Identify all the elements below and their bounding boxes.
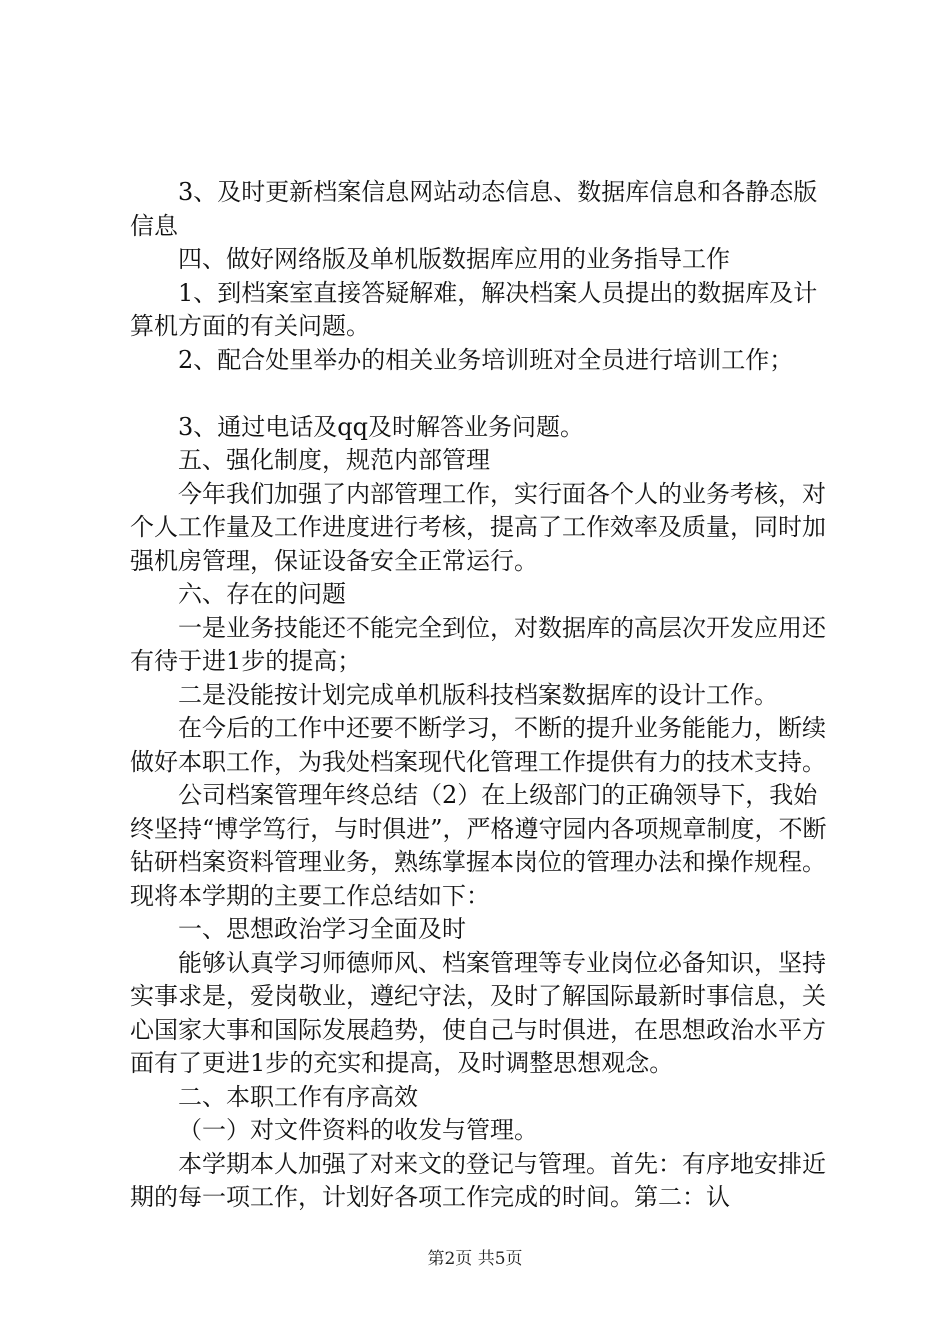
paragraph: 1、到档案室直接答疑解难，解决档案人员提出的数据库及计算机方面的有关问题。: [130, 278, 818, 340]
paragraph: 能够认真学习师德师风、档案管理等专业岗位必备知识，坚持实事求是，爱岗敬业，遵纪守法，及时了解国际最新时事信息，关心国家大事和国际发展趋势，使自己与时俱进，在思想政治水平方面有了更进1步的充实和提高，及时调整思想观念。: [130, 948, 826, 1077]
paragraph: 本学期本人加强了对来文的登记与管理。首先：有序地安排近期的每一项工作，计划好各项工作完成的时间。第二：认: [130, 1149, 826, 1211]
section-heading: 一、思想政治学习全面及时: [178, 915, 466, 943]
paragraph: 3、通过电话及qq及时解答业务问题。: [178, 412, 584, 441]
paragraph: 今年我们加强了内部管理工作，实行面各个人的业务考核，对个人工作量及工作进度进行考核，提高了工作效率及质量，同时加强机房管理，保证设备安全正常运行。: [130, 479, 826, 575]
document-body: [130, 176, 830, 1215]
paragraph: 二是没能按计划完成单机版科技档案数据库的设计工作。: [178, 680, 778, 709]
paragraph: 公司档案管理年终总结（2）在上级部门的正确领导下，我始终坚持“博学笃行，与时俱进”，严格遵守园内各项规章制度，不断钻研档案资料管理业务，熟练掌握本岗位的管理办法和操作规程。现将本学期的主要工作总结如下：: [130, 781, 827, 910]
subsection-heading: （一）对文件资料的收发与管理。: [178, 1116, 538, 1144]
paragraph: 3、及时更新档案信息网站动态信息、数据库信息和各静态版信息: [130, 178, 818, 240]
blank-line: [130, 377, 830, 411]
section-heading: 五、强化制度，规范内部管理: [178, 446, 490, 474]
paragraph: 一是业务技能还不能完全到位，对数据库的高层次开发应用还有待于进1步的提高；: [130, 613, 826, 675]
page-number-footer: 第2页 共5页: [427, 1249, 523, 1269]
section-heading: 四、做好网络版及单机版数据库应用的业务指导工作: [178, 245, 730, 273]
section-heading: 六、存在的问题: [178, 580, 346, 608]
paragraph: 在今后的工作中还要不断学习，不断的提升业务能能力，断续做好本职工作，为我处档案现代化管理工作提供有力的技术支持。: [130, 714, 826, 776]
section-heading: 二、本职工作有序高效: [178, 1082, 418, 1111]
paragraph: 2、配合处里举办的相关业务培训班对全员进行培训工作；: [178, 345, 794, 374]
